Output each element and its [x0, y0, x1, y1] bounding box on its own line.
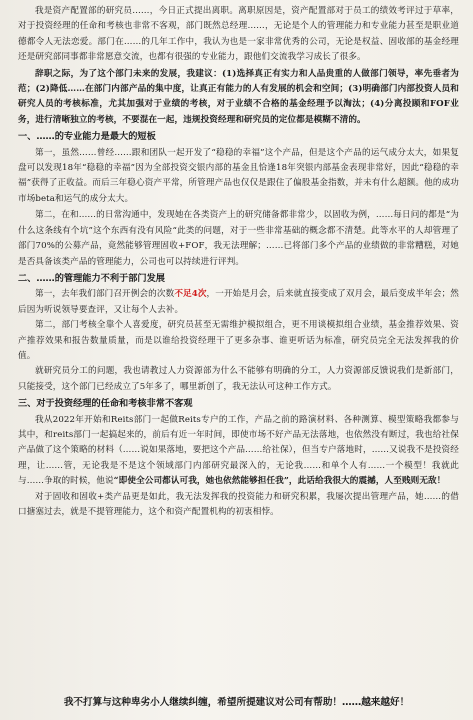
intro-paragraph: 我是资产配置部的研究员……，今日正式提出离职。离职原因是，资产配置部对于员工的绩效考评过于草率，对于投资经理的任命和考核也非常不客观，部门既然总经理……，无论是个人的管理能力和专业能力甚至是职业道德都令人无法恋爱。部门在……的几年工作中，我认为也是一家非常优秀的公司，无论是权益、固收部的基金经理还是研究部同事都非常愿意交流，也都有很强的专业能力，跟他们交流我学习成长了很多。 — [18, 6, 459, 63]
section-2-paragraph-3: 就研究员分工的问题，我也请教过人力资源部为什么不能够有明确的分工，人力资源部反馈说我们是新部门，只能接受，这个部门已经成立了5年多了，哪里新创了，我无法认可这种工作方式。 — [18, 366, 459, 392]
quote-highlight: “即使全公司都认可我，她也依然能够担任我” — [113, 476, 289, 487]
section-3-paragraph-1 — [18, 413, 459, 490]
meeting-text-before: 第一，去年我们部门召开例会的次数 — [35, 289, 175, 300]
meeting-text-after: ，一开始是月会，后来就直接变成了双月会，最后变成半年会；然后因为听说领导要查评，又让每个人去补。 — [18, 289, 459, 315]
section-2-paragraph-2: 第二，部门考核全靠个人喜爱度，研究员甚至无需维护模拟组合，更不用谈模拟组合业绩，基金推荐效果、资产推荐效果和报告数量质量，而是以谁给投资经理干了更多杂事、谁更听话为标准，研究员完全无法发挥我的价值。 — [18, 320, 459, 361]
section-1-paragraph-2: 第二，在和……的日常沟通中，发现她在各类资产上的研究储备都非常少，以固收为例，……每日问的都是“为什么这条线有个坑”这个东西有没有风险“此类的问题，对于一些非常基础的概念都不清楚。此等水平的人却管理了部门70%的公募产品，竟然能够管理固收+FOF，我无法理解；……已将部门多个产品的业绩做的非常糟糕，对她是否具备该类产品的管理能力，公司也可以持续进行评判。 — [18, 210, 459, 267]
quote-reaction: ，此话给我很大的震撼，人至贱则无敌！ — [288, 476, 446, 487]
suggestion-paragraph: 辞职之际，为了这个部门未来的发展，我建议：(1)选择真正有实力和人品贵重的人做部门领导，率先垂者为范；(2)降低……在部门内部产品的集中度，让真正有能力的人有发展的机会和空间；(3)明确部门内部投资人员和研究人员的考核标准，尤其加强对于业绩的考核，对于业绩不合格的基金经理予以淘汰；(4)分离投顾和FOF业务，进行清晰独立的考核，不要混在一起，违规投资经理和研究员的定位都是模糊不清的。 — [18, 68, 459, 125]
section-2-paragraph-1 — [18, 287, 459, 318]
section-1-paragraph-1: 第一，虽然……曾经……跟和团队一起开发了“稳稳的幸福”这个产品，但是这个产品的运气成分太大，如果复盘可以发现18年“稳稳的幸福”因为全部投资交银内部的基金且恰逢18年突银内部基金表现非常好，因此“稳稳的幸福”获得了正收益。而后三年稳心资产平常，所管理产品也仅仅是跟住了偏股基金指数，并未有什么超额。他的成功市场beta和运气的成分太大。 — [18, 147, 459, 204]
section-3-paragraph-2: 对于固收和固收+类产品更是如此，我无法发挥我的投资能力和研究积累，我屡次提出管理产品，她……的借口搪塞过去，就是不提管理能力，这个和资产配置机构的初衷相悖。 — [18, 491, 459, 517]
reits-text: 我从2022年开始和Reits部门一起做Reits专户的工作，产品之前的路演材料、各种测算、模型策略我都参与其中，和reits部门一起搞起来的，前后有近一年时间，即使市场不好产品无法落地，也依然没有断过，我也给社保产品做了这个策略的材料（……说如果落地，要把这个产品……给社保），但当专户落地时，……又说我不是投资经理，让……管，无论我是不是这个领域部门内部研究最深入的，无论我……和单个人有……一个模型！我就此与……争取的时候，他说 — [18, 414, 459, 487]
section-heading-1: 一、……的专业能力是最大的短板 — [18, 131, 156, 143]
meeting-count-highlight: 不足4次 — [174, 289, 207, 300]
section-heading-3: 三、对于投资经理的任命和考核非常不客观 — [18, 398, 193, 410]
closing-line: 我不打算与这种卑劣小人继续纠缠，希望所提建议对公司有帮助！……越来越好！ — [63, 697, 410, 708]
section-heading-2: 二、……的管理能力不利于部门发展 — [18, 272, 165, 284]
